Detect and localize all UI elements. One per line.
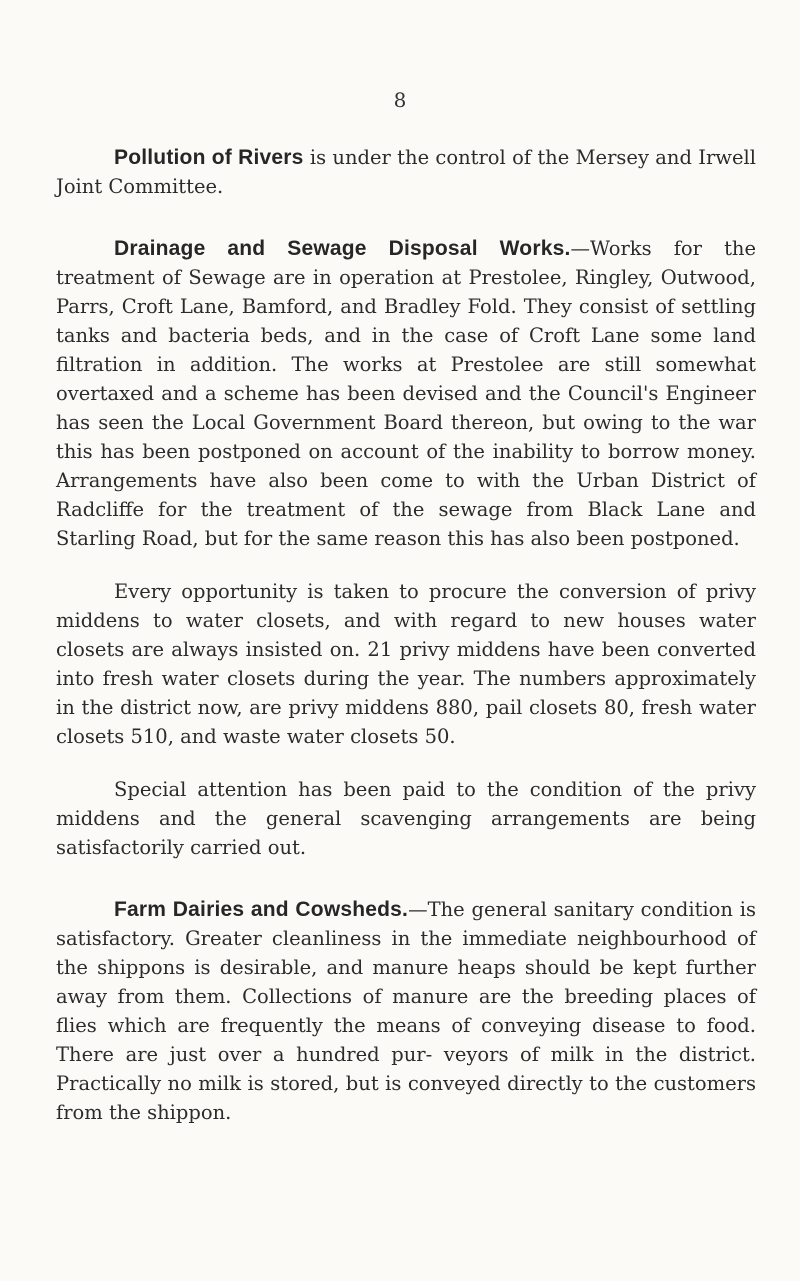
- paragraph-drainage-sewage: [56, 234, 756, 553]
- heading-farm-dairies: Farm Dairies and Cowsheds.: [114, 898, 409, 921]
- paragraph-text: Special attention has been paid to the condition of the privy middens and the general scavenging arrangements are being satisfactorily carried out.: [56, 778, 756, 859]
- heading-drainage-sewage: Drainage and Sewage Disposal Works.: [114, 237, 571, 260]
- document-body: [56, 143, 756, 1127]
- paragraph-pollution-of-rivers: [56, 143, 756, 201]
- paragraph-privy-attention: [56, 775, 756, 862]
- paragraph-text: is under the control of the Mersey and Irwell Joint Committee.: [56, 146, 756, 198]
- paragraph-text: —Works for the treatment of Sewage are in operation at Prestolee, Ringley, Outwood, Parrs, Croft Lane, Bamford, and Bradley Fold. They consist of settling tanks and bacteria beds, and in the case of Croft Lane some land filtration in addition. The works at Prestolee are still somewhat overtaxed and a scheme has been devised and the Council's Engineer has seen the Local Government Board thereon, but owing to the war this has been postponed on account of the inability to borrow money. Arrangements have also been come to with the Urban District of Radcliffe for the treatment of the sewage from Black Lane and Starling Road, but for the same reason this has also been postponed.: [56, 237, 757, 550]
- page-number: 8: [393, 88, 407, 112]
- heading-pollution-of-rivers: Pollution of Rivers: [114, 146, 304, 169]
- paragraph-text: Every opportunity is taken to procure the conversion of privy middens to water closets, and with regard to new houses water closets are always insisted on. 21 privy middens have been converted into fresh water closets during the year. The numbers approximately in the district now, are privy middens 880, pail closets 80, fresh water closets 510, and waste water closets 50.: [56, 580, 756, 748]
- paragraph-privy-conversion: [56, 577, 756, 751]
- paragraph-farm-dairies: [56, 895, 756, 1127]
- paragraph-text: —The general sanitary condition is satisfactory. Greater cleanliness in the immediate neighbourhood of the shippons is desirable, and manure heaps should be kept further away from them. Collections of manure are the breeding places of flies which are frequently the means of conveying disease to food. There are just over a hundred pur- veyors of milk in the district. Practically no milk is stored, but is conveyed directly to the customers from the shippon.: [56, 898, 756, 1124]
